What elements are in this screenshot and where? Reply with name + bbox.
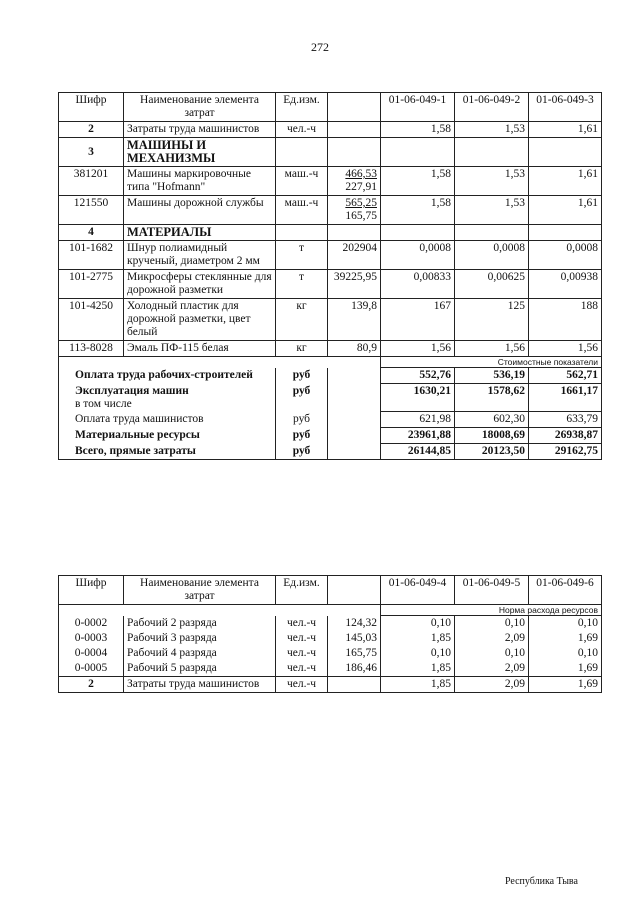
row-price (328, 167, 381, 196)
summary-name: Оплата труда рабочих-строителей (59, 368, 276, 384)
row-name: Холодный пластик для дорожной разметки, цвет белый (124, 299, 276, 341)
row-name: Машины дорожной службы (124, 196, 276, 225)
summary-value-1: 26144,85 (381, 444, 455, 460)
row-value-3: 1,61 (529, 122, 602, 138)
row-code: 113-8028 (59, 341, 124, 357)
summary-unit: руб (276, 368, 328, 384)
summary-row (59, 384, 602, 412)
row-unit: чел.-ч (276, 122, 328, 138)
summary-name: Материальные ресурсы (59, 428, 276, 444)
row-value-1: 1,58 (381, 167, 455, 196)
summary-title: Эксплуатация машин (75, 384, 189, 397)
header-col-3: 01-06-049-3 (529, 93, 602, 122)
table-header-row (59, 576, 602, 605)
row-unit: чел.-ч (276, 616, 328, 632)
row-name: Эмаль ПФ-115 белая (124, 341, 276, 357)
row-name: Рабочий 5 разряда (124, 661, 276, 677)
row-unit: чел.-ч (276, 661, 328, 677)
section-code: 3 (59, 138, 124, 167)
row-name: Рабочий 3 разряда (124, 631, 276, 646)
summary-value-1: 621,98 (381, 412, 455, 428)
row-price (328, 677, 381, 693)
summary-value-2: 1578,62 (455, 384, 529, 412)
row-value-2: 0,10 (455, 646, 529, 661)
row-code: 2 (59, 122, 124, 138)
resource-table-1 (58, 92, 602, 460)
empty-cell (381, 225, 455, 241)
row-unit: т (276, 241, 328, 270)
empty-cell (529, 138, 602, 167)
row-value-2: 125 (455, 299, 529, 341)
empty-cell (328, 412, 381, 428)
empty-cell (529, 225, 602, 241)
summary-value-3: 633,79 (529, 412, 602, 428)
row-value-3: 1,69 (529, 661, 602, 677)
row-value-2: 2,09 (455, 661, 529, 677)
row-name: Затраты труда машинистов (124, 122, 276, 138)
summary-row (59, 444, 602, 460)
row-value-3: 1,69 (529, 677, 602, 693)
row-code: 121550 (59, 196, 124, 225)
summary-row (59, 428, 602, 444)
summary-value-3: 562,71 (529, 368, 602, 384)
row-unit: маш.-ч (276, 167, 328, 196)
row-value-2: 1,53 (455, 122, 529, 138)
header-price (328, 576, 381, 605)
row-price (328, 196, 381, 225)
summary-value-2: 18008,69 (455, 428, 529, 444)
empty-cell (455, 138, 529, 167)
row-value-1: 1,58 (381, 196, 455, 225)
row-code: 0-0003 (59, 631, 124, 646)
cost-note-row (59, 357, 602, 368)
row-price (328, 122, 381, 138)
row-value-2: 1,53 (455, 167, 529, 196)
norm-note: Норма расхода ресурсов (381, 605, 602, 616)
row-name: Шнур полиамидный крученый, диаметром 2 мм (124, 241, 276, 270)
row-value-3: 1,61 (529, 196, 602, 225)
empty-cell (328, 225, 381, 241)
row-value-3: 0,10 (529, 616, 602, 632)
row-value-1: 1,85 (381, 661, 455, 677)
header-price (328, 93, 381, 122)
summary-value-1: 23961,88 (381, 428, 455, 444)
row-price: 39225,95 (328, 270, 381, 299)
summary-value-3: 1661,17 (529, 384, 602, 412)
row-code: 0-0005 (59, 661, 124, 677)
header-code: Шифр (59, 576, 124, 605)
summary-value-1: 552,76 (381, 368, 455, 384)
empty-cell (59, 357, 381, 368)
table-header-row (59, 93, 602, 122)
table-row (59, 341, 602, 357)
section-row (59, 225, 602, 241)
footer-region: Республика Тыва (505, 876, 578, 887)
resource-table-2 (58, 575, 602, 693)
table-row (59, 167, 602, 196)
summary-name: Всего, прямые затраты (59, 444, 276, 460)
row-code: 0-0002 (59, 616, 124, 632)
section-title: МАШИНЫ И МЕХАНИЗМЫ (124, 138, 276, 167)
row-unit: чел.-ч (276, 677, 328, 693)
row-value-1: 167 (381, 299, 455, 341)
row-code: 101-1682 (59, 241, 124, 270)
row-value-3: 1,69 (529, 631, 602, 646)
header-col-2: 01-06-049-2 (455, 93, 529, 122)
summary-value-2: 20123,50 (455, 444, 529, 460)
header-code: Шифр (59, 93, 124, 122)
empty-cell (276, 225, 328, 241)
row-value-3: 1,61 (529, 167, 602, 196)
row-value-1: 0,10 (381, 616, 455, 632)
empty-cell (59, 605, 381, 616)
empty-cell (328, 368, 381, 384)
summary-row (59, 368, 602, 384)
row-value-1: 0,00833 (381, 270, 455, 299)
table-row (59, 661, 602, 677)
row-value-3: 0,0008 (529, 241, 602, 270)
header-unit: Ед.изм. (276, 576, 328, 605)
row-price: 139,8 (328, 299, 381, 341)
empty-cell (276, 138, 328, 167)
table-row (59, 677, 602, 693)
row-value-3: 0,00938 (529, 270, 602, 299)
empty-cell (328, 384, 381, 412)
price-bottom: 165,75 (345, 210, 377, 222)
empty-cell (328, 138, 381, 167)
row-code: 2 (59, 677, 124, 693)
summary-value-3: 26938,87 (529, 428, 602, 444)
header-name: Наименование элемента затрат (124, 576, 276, 605)
summary-value-1: 1630,21 (381, 384, 455, 412)
table-row (59, 241, 602, 270)
table-row (59, 196, 602, 225)
row-name: Затраты труда машинистов (124, 677, 276, 693)
row-unit: чел.-ч (276, 646, 328, 661)
row-price: 80,9 (328, 341, 381, 357)
row-value-2: 2,09 (455, 677, 529, 693)
row-value-1: 1,56 (381, 341, 455, 357)
summary-unit: руб (276, 444, 328, 460)
table-row (59, 631, 602, 646)
header-unit: Ед.изм. (276, 93, 328, 122)
header-name: Наименование элемента затрат (124, 93, 276, 122)
empty-cell (455, 225, 529, 241)
summary-name: Оплата труда машинистов (59, 412, 276, 428)
row-code: 0-0004 (59, 646, 124, 661)
row-value-2: 0,00625 (455, 270, 529, 299)
row-unit: т (276, 270, 328, 299)
table-row (59, 646, 602, 661)
table-row (59, 122, 602, 138)
row-code: 381201 (59, 167, 124, 196)
summary-name (59, 384, 276, 412)
row-code: 101-4250 (59, 299, 124, 341)
norm-note-row (59, 605, 602, 616)
page-number: 272 (311, 40, 329, 54)
summary-value-2: 602,30 (455, 412, 529, 428)
summary-subtitle: в том числе (75, 397, 132, 410)
price-top: 565,25 (345, 197, 377, 209)
summary-unit: руб (276, 428, 328, 444)
row-value-1: 0,0008 (381, 241, 455, 270)
section-title: МАТЕРИАЛЫ (124, 225, 276, 241)
row-name: Рабочий 4 разряда (124, 646, 276, 661)
row-unit: кг (276, 341, 328, 357)
section-row (59, 138, 602, 167)
row-name: Микросферы стеклянные для дорожной разметки (124, 270, 276, 299)
row-price: 202904 (328, 241, 381, 270)
header-col-5: 01-06-049-5 (455, 576, 529, 605)
row-price: 124,32 (328, 616, 381, 632)
summary-unit: руб (276, 412, 328, 428)
row-value-3: 188 (529, 299, 602, 341)
empty-cell (328, 444, 381, 460)
row-value-1: 0,10 (381, 646, 455, 661)
summary-value-3: 29162,75 (529, 444, 602, 460)
row-value-2: 1,53 (455, 196, 529, 225)
row-name: Машины маркировочные типа "Hofmann" (124, 167, 276, 196)
row-unit: маш.-ч (276, 196, 328, 225)
cost-indicators-note: Стоимостные показатели (381, 357, 602, 368)
row-unit: кг (276, 299, 328, 341)
row-value-2: 2,09 (455, 631, 529, 646)
row-value-1: 1,58 (381, 122, 455, 138)
row-value-1: 1,85 (381, 631, 455, 646)
row-price: 165,75 (328, 646, 381, 661)
row-value-3: 1,56 (529, 341, 602, 357)
price-top: 466,53 (345, 168, 377, 180)
summary-unit: руб (276, 384, 328, 412)
table-row (59, 299, 602, 341)
row-unit: чел.-ч (276, 631, 328, 646)
summary-row (59, 412, 602, 428)
price-bottom: 227,91 (345, 181, 377, 193)
empty-cell (328, 428, 381, 444)
section-code: 4 (59, 225, 124, 241)
header-col-6: 01-06-049-6 (529, 576, 602, 605)
row-price: 186,46 (328, 661, 381, 677)
header-col-1: 01-06-049-1 (381, 93, 455, 122)
empty-cell (381, 138, 455, 167)
row-code: 101-2775 (59, 270, 124, 299)
row-value-3: 0,10 (529, 646, 602, 661)
row-value-2: 0,0008 (455, 241, 529, 270)
row-name: Рабочий 2 разряда (124, 616, 276, 632)
row-price: 145,03 (328, 631, 381, 646)
table-row (59, 616, 602, 632)
header-col-4: 01-06-049-4 (381, 576, 455, 605)
row-value-2: 1,56 (455, 341, 529, 357)
table-row (59, 270, 602, 299)
row-value-1: 1,85 (381, 677, 455, 693)
summary-value-2: 536,19 (455, 368, 529, 384)
row-value-2: 0,10 (455, 616, 529, 632)
